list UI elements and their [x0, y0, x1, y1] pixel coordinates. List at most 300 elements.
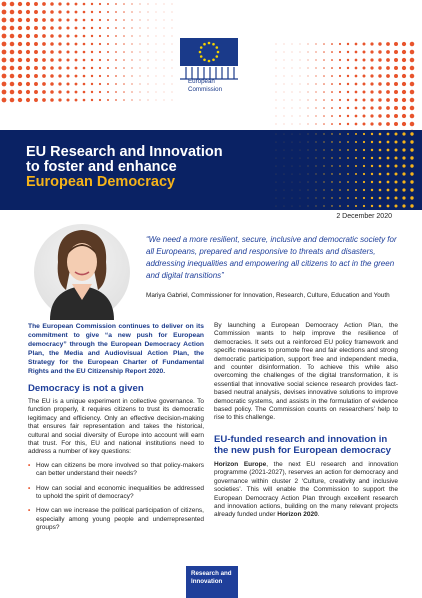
decorative-dot: [2, 34, 7, 39]
decorative-dot: [371, 173, 373, 175]
decorative-dot: [172, 4, 173, 5]
decorative-dot: [331, 173, 332, 174]
decorative-dot: [386, 58, 390, 62]
decorative-dot: [379, 133, 382, 136]
decorative-dot: [307, 75, 308, 76]
decorative-dot: [292, 174, 293, 175]
decorative-dot: [331, 91, 333, 93]
decorative-dot: [284, 60, 285, 61]
decorative-dot: [83, 3, 86, 6]
decorative-dot: [394, 98, 398, 102]
decorative-dot: [331, 165, 332, 166]
decorative-dot: [402, 188, 405, 191]
decorative-dot: [131, 27, 132, 28]
decorative-dot: [300, 108, 301, 109]
decorative-dot: [50, 74, 54, 78]
decorative-dot: [107, 35, 109, 37]
document-title: [26, 145, 223, 190]
decorative-dot: [395, 133, 398, 136]
decorative-dot: [363, 173, 365, 175]
decorative-dot: [42, 34, 46, 38]
decorative-dot: [363, 115, 366, 118]
decorative-dot: [34, 18, 38, 22]
decorative-dot: [75, 3, 78, 6]
decorative-dot: [34, 90, 38, 94]
decorative-dot: [2, 26, 7, 31]
decorative-dot: [75, 83, 78, 86]
decorative-dot: [99, 35, 101, 37]
decorative-dot: [107, 3, 109, 5]
decorative-dot: [123, 19, 125, 21]
decorative-dot: [307, 43, 308, 44]
decorative-dot: [107, 67, 109, 69]
decorative-dot: [308, 142, 309, 143]
decorative-dot: [148, 4, 149, 5]
decorative-dot: [99, 27, 101, 29]
decorative-dot: [387, 189, 390, 192]
decorative-dot: [123, 99, 125, 101]
decorative-dot: [284, 68, 285, 69]
decorative-dot: [307, 123, 308, 124]
decorative-dot: [323, 115, 325, 117]
decorative-dot: [276, 100, 277, 101]
decorative-dot: [379, 181, 382, 184]
decorative-dot: [131, 3, 132, 4]
decorative-dot: [172, 84, 173, 85]
decorative-dot: [339, 115, 341, 117]
decorative-dot: [363, 181, 365, 183]
decorative-dot: [292, 52, 293, 53]
decorative-dot: [18, 42, 22, 46]
decorative-dot: [34, 98, 38, 102]
decorative-dot: [107, 99, 109, 101]
decorative-dot: [139, 51, 140, 52]
action-plan-paragraph: By launching a European Democracy Action Plan, the Commission wants to help improve the resilience of democracies. It sets out a reinforced EU policy framework and specific measures to promote free and fair elections and strong democratic participation, support free and independent media, and counter disinformation. To achieve this while also overcoming the challenges of the digital transformation, it is essential that innovative social science research provides fact-based neutral analysis, devises innovative solutions to improve democratic systems, and assists in the formulation of evidence based policy. The Commission counts on researchers’ help to rise to this challenge.: [214, 322, 398, 422]
decorative-dot: [284, 190, 285, 191]
decorative-dot: [66, 18, 69, 21]
decorative-dot: [91, 35, 93, 37]
decorative-dot: [10, 18, 15, 23]
decorative-dot: [26, 90, 30, 94]
decorative-dot: [276, 84, 277, 85]
decorative-dot: [402, 164, 405, 167]
decorative-dot: [331, 51, 333, 53]
decorative-dot: [42, 74, 46, 78]
decorative-dot: [315, 91, 316, 92]
decorative-dot: [123, 91, 125, 93]
decorative-dot: [410, 114, 415, 119]
decorative-dot: [148, 60, 149, 61]
decorative-dot: [123, 27, 125, 29]
decorative-dot: [323, 59, 325, 61]
decorative-dot: [300, 92, 301, 93]
decorative-dot: [42, 82, 46, 86]
decorative-dot: [394, 66, 398, 70]
decorative-dot: [378, 50, 381, 53]
decorative-dot: [308, 166, 309, 167]
decorative-dot: [331, 67, 333, 69]
decorative-dot: [276, 108, 277, 109]
decorative-dot: [26, 50, 30, 54]
decorative-dot: [379, 141, 382, 144]
decorative-dot: [316, 198, 317, 199]
decorative-dot: [395, 173, 398, 176]
decorative-dot: [123, 83, 125, 85]
decorative-dot: [276, 92, 277, 93]
decorative-dot: [292, 134, 293, 135]
decorative-dot: [387, 141, 390, 144]
decorative-dot: [402, 156, 405, 159]
decorative-dot: [42, 18, 46, 22]
decorative-dot: [355, 123, 358, 126]
decorative-dot: [156, 20, 157, 21]
decorative-dot: [66, 82, 69, 85]
decorative-dot: [402, 58, 406, 62]
intro-paragraph: The European Commission continues to deliver on its commitment to give “a new push for European democracy” through the European Democracy Action Plan, the Media and Audiovisual Action Plan, the Strategy for the European Charter of Fundamental Rights and the EU Citizenship Report 2020.: [28, 323, 204, 375]
decorative-dot: [339, 189, 341, 191]
decorative-dot: [300, 150, 301, 151]
decorative-dot: [156, 12, 157, 13]
decorative-dot: [91, 27, 93, 29]
decorative-dot: [331, 123, 333, 125]
decorative-dot: [50, 82, 54, 86]
decorative-dot: [339, 99, 341, 101]
decorative-dot: [355, 83, 358, 86]
decorative-dot: [370, 114, 373, 117]
decorative-dot: [66, 34, 69, 37]
decorative-dot: [315, 75, 316, 76]
decorative-dot: [164, 52, 165, 53]
decorative-dot: [355, 157, 357, 159]
decorative-dot: [402, 66, 406, 70]
decorative-dot: [107, 51, 109, 53]
decorative-dot: [300, 166, 301, 167]
decorative-dot: [18, 50, 22, 54]
decorative-dot: [355, 115, 358, 118]
decorative-dot: [402, 172, 405, 175]
decorative-dot: [402, 204, 405, 207]
decorative-dot: [156, 68, 157, 69]
decorative-dot: [402, 122, 406, 126]
decorative-dot: [10, 10, 15, 15]
decorative-dot: [410, 106, 415, 111]
decorative-dot: [300, 60, 301, 61]
decorative-dot: [107, 11, 109, 13]
decorative-dot: [42, 50, 46, 54]
decorative-dot: [331, 99, 333, 101]
decorative-dot: [50, 42, 54, 46]
decorative-dot: [75, 59, 78, 62]
decorative-dot: [347, 99, 349, 101]
decorative-dot: [91, 3, 93, 5]
bullet-icon: •: [28, 507, 31, 515]
decorative-dot: [323, 51, 325, 53]
decorative-dot: [370, 90, 373, 93]
decorative-dot: [91, 19, 93, 21]
decorative-dot: [58, 66, 61, 69]
decorative-dot: [402, 50, 406, 54]
decorative-dot: [26, 42, 30, 46]
list-item: [28, 485, 204, 502]
decorative-dot: [156, 52, 157, 53]
decorative-dot: [316, 190, 317, 191]
decorative-dot: [410, 122, 415, 127]
decorative-dot: [284, 92, 285, 93]
logo-text-line1: European: [188, 78, 215, 85]
decorative-dot: [371, 189, 373, 191]
decorative-dot: [139, 67, 140, 68]
decorative-dot: [99, 3, 101, 5]
decorative-dot: [323, 123, 325, 125]
decorative-dot: [75, 19, 78, 22]
decorative-dot: [131, 91, 132, 92]
decorative-dot: [371, 149, 373, 151]
decorative-dot: [164, 92, 165, 93]
decorative-dot-pattern-band: [272, 130, 422, 210]
decorative-dot: [394, 42, 398, 46]
decorative-dot: [371, 157, 373, 159]
decorative-dot: [402, 140, 405, 143]
decorative-dot: [355, 181, 357, 183]
decorative-dot: [284, 134, 285, 135]
decorative-dot: [395, 205, 398, 208]
decorative-dot: [402, 114, 406, 118]
decorative-dot: [315, 83, 316, 84]
decorative-dot: [386, 82, 390, 86]
decorative-dot: [284, 150, 285, 151]
decorative-dot: [371, 181, 373, 183]
decorative-dot: [379, 165, 382, 168]
decorative-dot: [123, 59, 125, 61]
decorative-dot: [107, 19, 109, 21]
title-line2: to foster and enhance: [26, 159, 177, 175]
decorative-dot: [58, 50, 61, 53]
decorative-dot: [83, 59, 86, 62]
decorative-dot: [371, 133, 373, 135]
decorative-dot: [300, 76, 301, 77]
decorative-dot: [131, 35, 132, 36]
decorative-dot: [172, 20, 173, 21]
decorative-dot: [83, 67, 86, 70]
decorative-dot: [339, 181, 341, 183]
decorative-dot: [148, 28, 149, 29]
decorative-dot: [83, 51, 86, 54]
decorative-dot: [307, 83, 308, 84]
decorative-dot: [379, 149, 382, 152]
decorative-dot: [148, 84, 149, 85]
decorative-dot: [91, 51, 93, 53]
decorative-dot: [292, 124, 293, 125]
decorative-dot: [276, 206, 277, 207]
eu-flag-icon: [180, 38, 238, 66]
decorative-dot: [276, 134, 277, 135]
decorative-dot: [276, 52, 277, 53]
decorative-dot: [316, 166, 317, 167]
decorative-dot: [371, 205, 373, 207]
decorative-dot: [99, 19, 101, 21]
decorative-dot: [50, 90, 54, 94]
decorative-dot: [410, 50, 415, 55]
decorative-dot: [323, 173, 324, 174]
decorative-dot: [42, 42, 46, 46]
decorative-dot: [378, 98, 381, 101]
decorative-dot: [148, 52, 149, 53]
decorative-dot: [315, 43, 316, 44]
decorative-dot: [131, 83, 132, 84]
decorative-dot: [164, 60, 165, 61]
decorative-dot: [107, 75, 109, 77]
decorative-dot: [410, 42, 415, 47]
decorative-dot: [26, 82, 30, 86]
decorative-dot: [323, 197, 324, 198]
decorative-dot: [402, 180, 405, 183]
decorative-dot: [139, 99, 140, 100]
decorative-dot: [66, 26, 69, 29]
decorative-dot: [156, 36, 157, 37]
decorative-dot: [58, 82, 61, 85]
decorative-dot: [66, 50, 69, 53]
decorative-dot: [363, 133, 365, 135]
decorative-dot: [107, 91, 109, 93]
decorative-dot: [339, 141, 341, 143]
decorative-dot: [34, 10, 38, 14]
decorative-dot: [50, 58, 54, 62]
decorative-dot: [378, 90, 381, 93]
decorative-dot: [363, 165, 365, 167]
decorative-dot: [156, 28, 157, 29]
decorative-dot: [387, 205, 390, 208]
decorative-dot: [323, 133, 324, 134]
decorative-dot: [307, 67, 308, 68]
decorative-dot: [148, 76, 149, 77]
decorative-dot: [26, 18, 30, 22]
decorative-dot: [34, 66, 38, 70]
decorative-dot: [18, 18, 22, 22]
decorative-dot: [292, 198, 293, 199]
decorative-dot: [148, 12, 149, 13]
decorative-dot: [131, 51, 132, 52]
decorative-dot: [378, 82, 381, 85]
decorative-dot: [66, 74, 69, 77]
decorative-dot: [115, 99, 117, 101]
decorative-dot: [2, 98, 7, 103]
decorative-dot: [347, 59, 349, 61]
decorative-dot: [323, 67, 325, 69]
decorative-dot: [323, 149, 324, 150]
decorative-dot: [363, 67, 366, 70]
decorative-dot: [292, 116, 293, 117]
decorative-dot: [386, 90, 390, 94]
decorative-dot: [339, 43, 341, 45]
decorative-dot: [394, 82, 398, 86]
decorative-dot: [363, 189, 365, 191]
decorative-dot: [378, 58, 381, 61]
decorative-dot: [300, 174, 301, 175]
decorative-dot: [394, 122, 398, 126]
decorative-dot: [402, 98, 406, 102]
decorative-dot: [370, 122, 373, 125]
decorative-dot: [26, 98, 30, 102]
decorative-dot: [58, 34, 61, 37]
decorative-dot: [339, 67, 341, 69]
decorative-dot: [91, 83, 93, 85]
decorative-dot: [339, 75, 341, 77]
decorative-dot: [316, 158, 317, 159]
decorative-dot: [300, 190, 301, 191]
decorative-dot: [292, 60, 293, 61]
decorative-dot: [339, 133, 341, 135]
decorative-dot: [355, 165, 357, 167]
decorative-dot: [347, 75, 349, 77]
decorative-dot: [83, 11, 86, 14]
decorative-dot: [156, 92, 157, 93]
decorative-dot: [172, 44, 173, 45]
decorative-dot: [386, 98, 390, 102]
decorative-dot: [395, 189, 398, 192]
decorative-dot: [363, 75, 366, 78]
decorative-dot: [91, 59, 93, 61]
decorative-dot: [148, 20, 149, 21]
decorative-dot: [83, 75, 86, 78]
decorative-dot: [410, 172, 413, 175]
decorative-dot: [276, 44, 277, 45]
decorative-dot: [355, 197, 357, 199]
decorative-dot: [410, 66, 415, 71]
decorative-dot: [284, 100, 285, 101]
decorative-dot: [387, 197, 390, 200]
decorative-dot: [378, 114, 381, 117]
decorative-dot: [26, 2, 30, 6]
decorative-dot: [347, 141, 349, 143]
decorative-dot: [10, 50, 15, 55]
decorative-dot: [339, 173, 341, 175]
bullet-icon: •: [28, 484, 31, 492]
decorative-dot: [363, 107, 366, 110]
decorative-dot: [308, 150, 309, 151]
decorative-dot: [300, 198, 301, 199]
decorative-dot: [378, 74, 381, 77]
decorative-dot: [331, 205, 332, 206]
decorative-dot: [402, 90, 406, 94]
decorative-dot: [91, 75, 93, 77]
question-text: How can citizens be more involved so that policy-makers can better understand their needs?: [36, 461, 204, 478]
horizon-2020-term: Horizon 2020: [277, 511, 318, 519]
decorative-dot: [164, 68, 165, 69]
decorative-dot: [292, 108, 293, 109]
question-text: How can social and economic inequalities be addressed to uphold the spirit of democracy?: [36, 484, 204, 501]
decorative-dot: [410, 90, 415, 95]
decorative-dot: [42, 66, 46, 70]
decorative-dot: [75, 51, 78, 54]
decorative-dot: [355, 107, 358, 110]
decorative-dot: [347, 165, 349, 167]
decorative-dot: [284, 174, 285, 175]
decorative-dot: [394, 106, 398, 110]
decorative-dot: [307, 99, 308, 100]
decorative-dot: [339, 197, 341, 199]
decorative-dot: [292, 206, 293, 207]
decorative-dot: [10, 42, 15, 47]
decorative-dot: [355, 133, 357, 135]
decorative-dot: [164, 100, 165, 101]
decorative-dot: [42, 90, 46, 94]
decorative-dot: [410, 140, 413, 143]
decorative-dot: [58, 2, 61, 5]
decorative-dot: [355, 51, 358, 54]
decorative-dot: [139, 59, 140, 60]
decorative-dot-pattern: [0, 0, 180, 110]
horizon-europe-term: Horizon Europe: [214, 460, 267, 468]
